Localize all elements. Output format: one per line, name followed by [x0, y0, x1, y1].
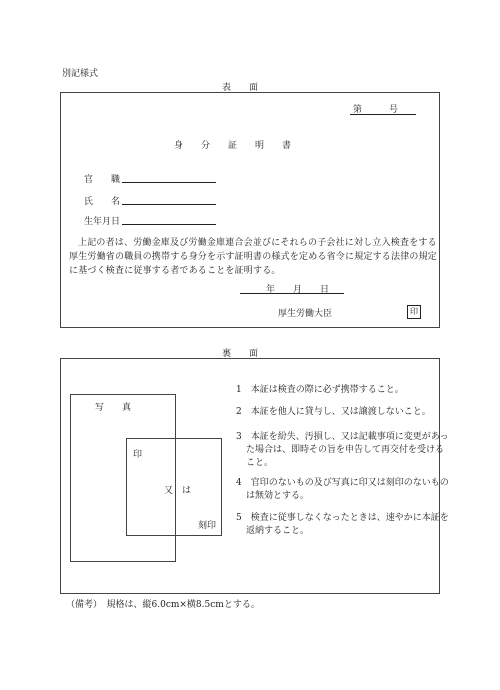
field-line-name: [122, 204, 216, 205]
certificate-title: 身 分 証 明 書: [174, 141, 292, 151]
official-seal-mark: 印: [407, 305, 421, 319]
field-label-position: 官 職: [84, 175, 121, 185]
stamp-overlap-line: [175, 438, 176, 562]
issue-date: 年 月 日: [266, 285, 330, 295]
note-1: 1 本証は検査の際に必ず携帯すること。: [236, 385, 404, 395]
issuer-name: 厚生労働大臣: [278, 309, 333, 319]
field-line-birthdate: [122, 224, 216, 225]
field-label-birthdate: 生年月日: [84, 217, 121, 227]
note-4: 4 官印のないもの及び写真に印又は刻印のないものは無効とする。: [236, 478, 449, 501]
number-label: 第 号: [353, 105, 399, 115]
stamp-label-engraved: 刻印: [198, 521, 217, 531]
stamp-label-seal: 印: [133, 450, 143, 460]
form-title: 別記様式: [62, 69, 99, 79]
back-heading: 裏 面: [222, 349, 259, 359]
certification-text: 上記の者は、労働金庫及び労働金庫連合会並びにそれらの子会社に対し立入検査をする厚生労働省の職員の携帯する身分を示す証明書の様式を定める省令に規定する法律の規定に基づく検査に従事する者であることを証明する。: [69, 238, 438, 276]
front-heading: 表 面: [222, 83, 259, 93]
stamp-label-or: 又 は: [164, 486, 192, 496]
note-5: 5 検査に従事しなくなったときは、速やかに本証を返納すること。: [236, 513, 449, 536]
field-line-position: [122, 182, 216, 183]
photo-label: 写 真: [95, 403, 132, 413]
field-label-name: 氏 名: [84, 197, 121, 207]
note-2: 2 本証を他人に貸与し、又は譲渡しないこと。: [236, 407, 431, 417]
number-underline: [350, 114, 416, 115]
date-underline: [240, 293, 344, 294]
note-3: 3 本証を紛失、汚損し、又は記載事項に変更があった場合は、即時その旨を申告して再交付を受けること。: [236, 432, 449, 468]
remark: （備考） 規格は、縦6.0cm×横8.5cmとする。: [66, 600, 260, 610]
